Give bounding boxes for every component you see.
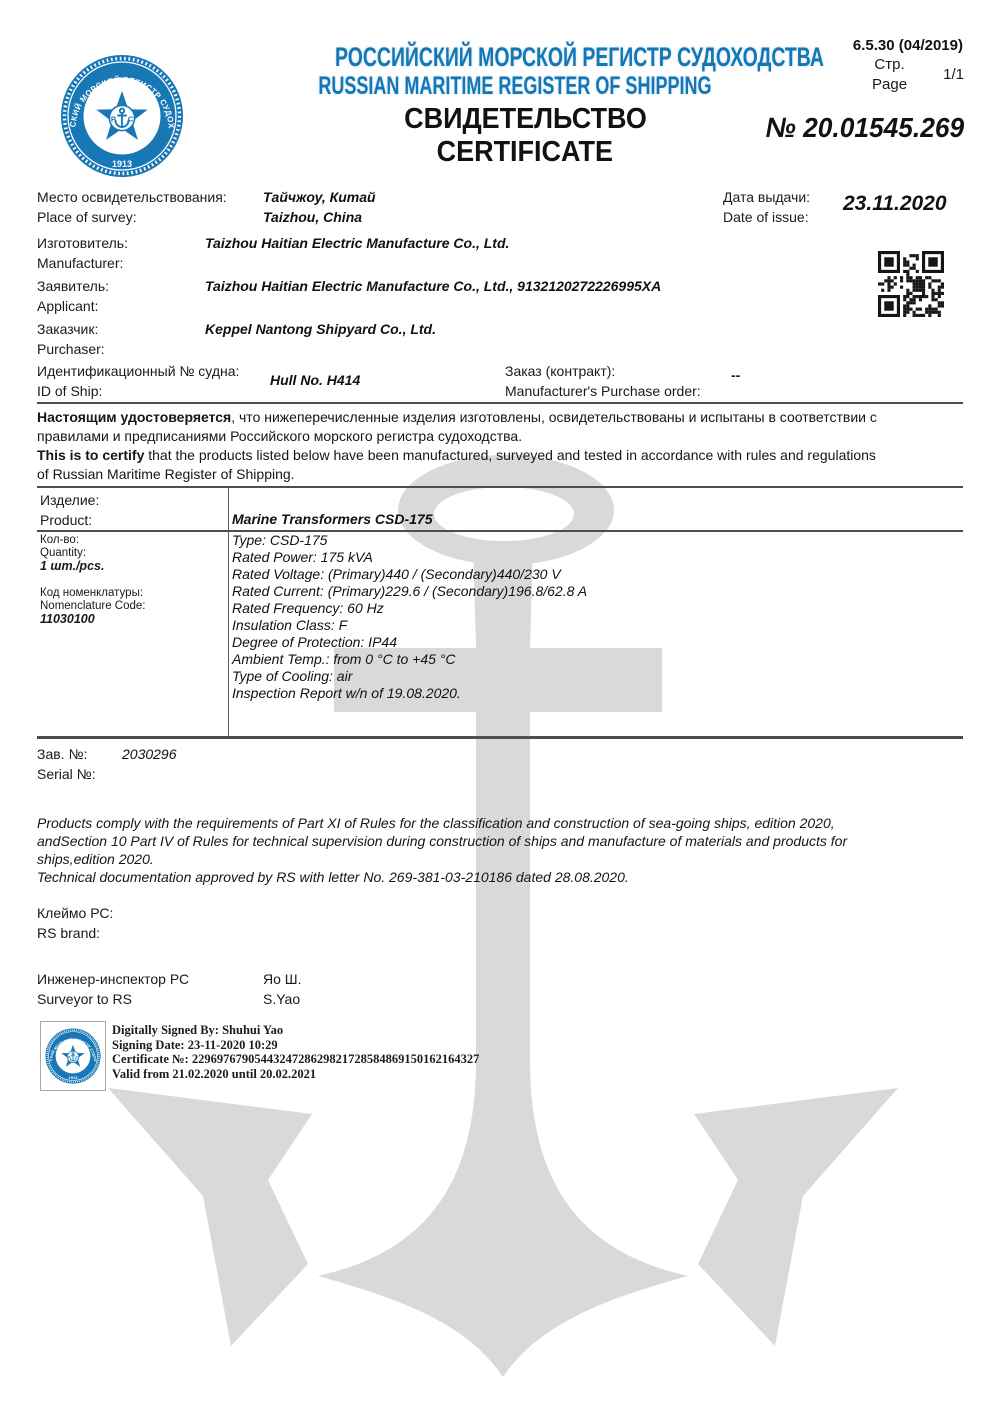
page-label-en: Page — [872, 76, 908, 93]
signature-signed-by: Digitally Signed By: Shuhui Yao — [112, 1023, 284, 1037]
applicant-label-ru: Заявитель: — [37, 278, 110, 294]
ship-id-label-ru: Идентификационный № судна: — [37, 363, 240, 379]
statement-en-bold: This is to certify — [37, 447, 145, 463]
nomenclature-label-en: Nomenclature Code: — [40, 600, 146, 612]
order-value: -- — [731, 367, 741, 383]
page-label-ru: Стр. — [874, 56, 905, 73]
issue-date-label-en: Date of issue: — [723, 209, 809, 225]
surveyor-name-en: S.Yao — [263, 991, 301, 1007]
issue-date-label-ru: Дата выдачи: — [723, 189, 811, 205]
compliance-line-3: ships,edition 2020. — [37, 851, 154, 867]
ship-id-value: Hull No. H414 — [270, 372, 361, 388]
surveyor-name-ru: Яо Ш. — [263, 971, 302, 987]
surveyor-names — [263, 969, 302, 1009]
product-labels — [40, 490, 99, 530]
table-bottom-border — [37, 736, 963, 739]
compliance-paragraph — [37, 814, 987, 886]
survey-place-value-ru: Тайчжоу, Китай — [263, 189, 376, 205]
signature-certificate-no: Certificate №: 2296976790544324728629821728584869150162164327 — [112, 1052, 480, 1066]
rs-brand-label-ru: Клеймо РС: — [37, 905, 114, 921]
purchaser-label-en: Purchaser: — [37, 341, 105, 357]
spec-ambient-temp: Ambient Temp.: from 0 °C to +45 °C — [232, 651, 456, 667]
spec-cooling-type: Type of Cooling: air — [232, 668, 353, 684]
order-labels — [505, 361, 701, 401]
product-label-en: Product: — [40, 512, 93, 528]
ship-id-labels — [37, 361, 239, 401]
spec-rated-power: Rated Power: 175 kVA — [232, 549, 373, 565]
qr-code — [878, 251, 944, 317]
order-label-ru: Заказ (контракт): — [505, 363, 616, 379]
rs-brand-labels — [37, 903, 113, 943]
product-label-ru: Изделие: — [40, 492, 100, 508]
certificate-number-text: № 20.01545.269 — [765, 112, 964, 143]
org-title-block — [240, 42, 824, 100]
order-label-en: Manufacturer's Purchase order: — [505, 383, 701, 399]
survey-place-labels — [37, 187, 227, 227]
doc-title-ru: СВИДЕТЕЛЬСТВО — [403, 103, 647, 135]
surveyor-label-ru: Инженер-инспектор РС — [37, 971, 190, 987]
nomenclature-block — [40, 587, 145, 626]
statement-ru-line2: правилами и предписаниями Российского морского регистра судоходства. — [37, 428, 523, 444]
rule-above-statement — [37, 402, 963, 404]
statement-en-line2: of Russian Maritime Register of Shipping. — [37, 466, 295, 482]
issue-date-labels — [723, 187, 810, 227]
signature-signing-date: Signing Date: 23-11-2020 10:29 — [112, 1037, 278, 1052]
compliance-line-2: andSection 10 Part IV of Rules for technical supervision during construction of ships and manufacture of materials and products for — [37, 833, 848, 849]
serial-label-ru: Зав. №: — [37, 746, 88, 762]
applicant-labels — [37, 276, 109, 316]
survey-place-label-ru: Место освидетельствования: — [37, 189, 227, 205]
table-top-border — [37, 486, 963, 488]
manufacturer-labels — [37, 233, 128, 273]
applicant-value: Taizhou Haitian Electric Manufacture Co., Ltd., 9132120272226995XA — [205, 278, 662, 294]
spec-rated-frequency: Rated Frequency: 60 Hz — [232, 600, 384, 616]
digital-signature-block — [112, 1023, 479, 1081]
product-specs — [232, 532, 587, 702]
spec-inspection-report: Inspection Report w/n of 19.08.2020. — [232, 685, 461, 701]
table-column-divider — [228, 486, 229, 737]
serial-value: 2030296 — [122, 746, 177, 762]
serial-label-en: Serial №: — [37, 766, 96, 782]
certification-statement — [37, 408, 977, 484]
spec-protection-degree: Degree of Protection: IP44 — [232, 634, 397, 650]
compliance-line-4: Technical documentation approved by RS with letter No. 269-381-03-210186 dated 28.08.2020. — [37, 869, 629, 885]
spec-rated-current: Rated Current: (Primary)229.6 / (Secondary)196.8/62.8 A — [232, 583, 588, 599]
survey-place-value-en: Taizhou, China — [263, 209, 363, 225]
survey-place-values — [263, 187, 376, 227]
spec-insulation-class: Insulation Class: F — [232, 617, 348, 633]
signature-seal-box — [40, 1021, 106, 1091]
form-code: 6.5.30 (04/2019) — [852, 37, 963, 54]
purchaser-value: Keppel Nantong Shipyard Co., Ltd. — [205, 321, 436, 337]
statement-en-line1: that the products listed below have been manufactured, surveyed and tested in accordance with rules and regulations — [144, 447, 876, 463]
compliance-line-1: Products comply with the requirements of Part XI of Rules for the classification and construction of sea-going ships, edition 2020, — [37, 815, 835, 831]
purchaser-label-ru: Заказчик: — [37, 321, 99, 337]
doc-title-en: CERTIFICATE — [436, 136, 614, 168]
statement-ru-line1: , что нижеперечисленные изделия изготовлены, освидетельствованы и испытаны в соответствии с — [231, 409, 877, 425]
org-title-en: RUSSIAN MARITIME REGISTER OF SHIPPING — [318, 72, 712, 100]
quantity-label-en: Quantity: — [40, 547, 87, 559]
page-value: 1/1 — [943, 66, 964, 83]
nomenclature-value: 11030100 — [40, 612, 95, 626]
ship-id-label-en: ID of Ship: — [37, 383, 103, 399]
quantity-label-ru: Кол-во: — [40, 534, 79, 546]
product-name: Marine Transformers CSD-175 — [232, 511, 433, 527]
signature-seal-logo — [45, 1028, 101, 1084]
survey-place-label-en: Place of survey: — [37, 209, 137, 225]
manufacturer-value: Taizhou Haitian Electric Manufacture Co., Ltd. — [205, 235, 510, 251]
manufacturer-label-ru: Изготовитель: — [37, 235, 128, 251]
statement-ru-bold: Настоящим удостоверяется — [37, 409, 232, 425]
signature-validity: Valid from 21.02.2020 until 20.02.2021 — [112, 1066, 317, 1081]
spec-rated-voltage: Rated Voltage: (Primary)440 / (Secondary)440/230 V — [232, 566, 561, 582]
quantity-block — [40, 534, 104, 573]
purchaser-labels — [37, 319, 105, 359]
applicant-label-en: Applicant: — [37, 298, 99, 314]
rs-seal-logo — [60, 54, 184, 178]
certificate-number — [600, 112, 964, 144]
manufacturer-label-en: Manufacturer: — [37, 255, 124, 271]
quantity-value: 1 шт./pcs. — [40, 559, 105, 573]
surveyor-labels — [37, 969, 189, 1009]
spec-type: Type: CSD-175 — [232, 532, 328, 548]
rs-brand-label-en: RS brand: — [37, 925, 101, 941]
issue-date-value: 23.11.2020 — [843, 192, 947, 215]
surveyor-label-en: Surveyor to RS — [37, 991, 132, 1007]
nomenclature-label-ru: Код номенклатуры: — [40, 587, 144, 599]
page-indicator — [872, 55, 964, 95]
org-title-ru: РОССИЙСКИЙ МОРСКОЙ РЕГИСТР СУДОХОДСТВА — [335, 42, 824, 72]
